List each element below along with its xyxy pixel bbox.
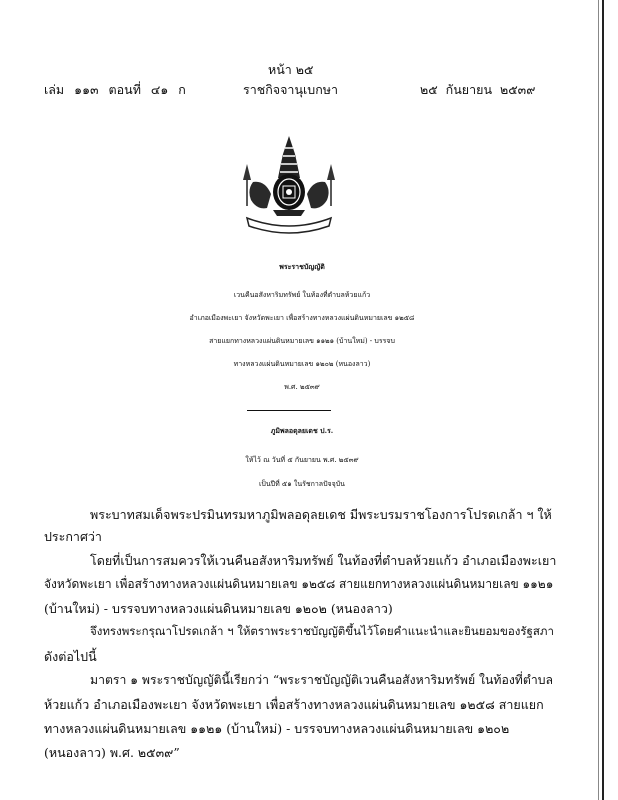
body-line: โดยที่เป็นการสมควรให้เวนคืนอสังหาริมทรัพย์ ในท้องที่ตำบลห้วยแก้ว อำเภอเมืองพะเยา xyxy=(90,553,557,568)
act-subtitle-line: เวนคืนอสังหาริมทรัพย์ ในท้องที่ตำบลห้วยแก้ว xyxy=(233,291,371,299)
body-line: (บ้านใหม่) - บรรจบทางหลวงแผ่นดินหมายเลข ๑๒๐๒ (หนองลาว) xyxy=(44,601,393,616)
volume-issue: เล่ม ๑๑๓ ตอนที่ ๔๑ ก xyxy=(44,82,186,97)
title-divider xyxy=(247,410,331,411)
body-line: จังหวัดพะเยา เพื่อสร้างทางหลวงแผ่นดินหมายเลข ๑๒๕๘ สายแยกทางหลวงแผ่นดินหมายเลข ๑๑๒๑ xyxy=(44,577,554,591)
gazette-name: ราชกิจจานุเบกษา xyxy=(243,82,339,97)
page-number: หน้า ๒๕ xyxy=(268,62,314,77)
gazette-date: ๒๕ กันยายน ๒๕๓๙ xyxy=(420,82,536,97)
act-subtitle-line: อำเภอเมืองพะเยา จังหวัดพะเยา เพื่อสร้างทางหลวงแผ่นดินหมายเลข ๑๒๕๘ xyxy=(189,314,415,322)
body-line: จึงทรงพระกรุณาโปรดเกล้า ฯ ให้ตราพระราชบัญญัติขึ้นไว้โดยคำแนะนำและยินยอมของรัฐสภา xyxy=(90,624,554,638)
act-subtitle-line: สายแยกทางหลวงแผ่นดินหมายเลข ๑๑๒๑ (บ้านใหม่) - บรรจบ xyxy=(209,337,395,345)
royal-garuda-emblem-icon xyxy=(233,134,345,234)
section-line: (หนองลาว) พ.ศ. ๒๕๓๙” xyxy=(44,745,180,760)
act-subtitle-line: ทางหลวงแผ่นดินหมายเลข ๑๒๐๒ (หนองลาว) xyxy=(233,360,371,368)
act-title: พระราชบัญญัติ xyxy=(279,262,325,271)
section-line: ทางหลวงแผ่นดินหมายเลข ๑๑๒๑ (บ้านใหม่) - บรรจบทางหลวงแผ่นดินหมายเลข ๑๒๐๒ xyxy=(44,721,510,736)
body-line: ดังต่อไปนี้ xyxy=(44,649,97,664)
body-line: ประกาศว่า xyxy=(44,529,102,544)
given-date: ให้ไว้ ณ วันที่ ๕ กันยายน พ.ศ. ๒๕๓๙ xyxy=(245,456,359,464)
section-line: ห้วยแก้ว อำเภอเมืองพะเยา จังหวัดพะเยา เพื่อสร้างทางหลวงแผ่นดินหมายเลข ๑๒๕๘ สายแยก xyxy=(44,697,544,712)
reign-year: เป็นปีที่ ๕๑ ในรัชกาลปัจจุบัน xyxy=(259,480,345,488)
king-signature: ภูมิพลอดุลยเดช ป.ร. xyxy=(270,426,334,435)
page-edge-shadow xyxy=(598,0,599,800)
section-line: มาตรา ๑ พระราชบัญญัตินี้เรียกว่า “พระราชบัญญัติเวนคืนอสังหาริมทรัพย์ ในท้องที่ตำบล xyxy=(90,673,553,687)
body-line: พระบาทสมเด็จพระปรมินทรมหาภูมิพลอดุลยเดช มีพระบรมราชโองการโปรดเกล้า ฯ ให้ xyxy=(90,507,552,522)
act-year: พ.ศ. ๒๕๓๙ xyxy=(284,383,320,391)
